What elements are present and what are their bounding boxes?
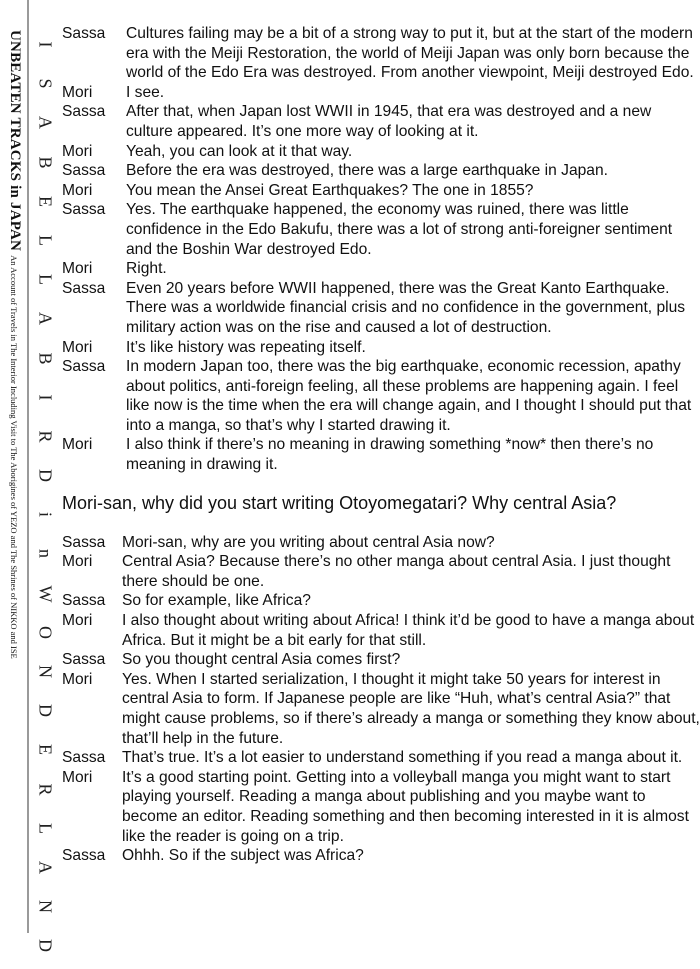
spine-letter-text: N (35, 665, 56, 678)
dialogue-line (62, 357, 700, 435)
speaker-text: Ohhh. So if the subject was Africa? (122, 847, 364, 865)
dialogue-line (62, 200, 700, 259)
spine-letter-text: W (35, 585, 56, 603)
spine-letter (34, 498, 56, 537)
spine-letter (34, 929, 56, 968)
speaker-text: I see. (126, 83, 165, 101)
spine-letters (34, 28, 56, 969)
spine-book-title (2, 30, 24, 930)
spine-letter (34, 224, 56, 263)
spine-letter-text: R (35, 783, 56, 796)
spine-letter (34, 733, 56, 772)
spine-letter (34, 616, 56, 655)
spine-title: UNBEATEN TRACKS in JAPAN (7, 30, 23, 252)
speaker-text: In modern Japan too, there was the big earthquake, economic recession, apathy about politics, anti-foreign feeling, all these problems are happening again. I feel like now is the time when the era will change again, and I thought I should put that into a manga, so that’s why I started drawing it. (126, 358, 692, 434)
speaker-name: Mori (62, 338, 93, 356)
spine-letter-text: D (35, 939, 56, 953)
spine-letter (34, 812, 56, 851)
spine-letter-text: D (35, 469, 56, 483)
speaker-name: Mori (62, 83, 93, 101)
dialogue-line (62, 102, 700, 141)
speaker-text: After that, when Japan lost WWII in 1945, that era was destroyed and a new culture appeared. It’s one more way of looking at it. (126, 103, 652, 140)
speaker-text: Before the era was destroyed, there was a large earthquake in Japan. (126, 162, 608, 180)
speaker-name: Mori (62, 768, 93, 786)
spine-letter (34, 655, 56, 694)
spine-letter-text: L (35, 822, 56, 834)
spine-letter (34, 106, 56, 145)
speaker-text: Yes. The earthquake happened, the economy was ruined, there was little confidence in the Edo Bakufu, there was a lot of strong anti-foreigner sentiment and the Boshin War destroyed Edo. (126, 201, 673, 258)
dialogue-line (62, 748, 700, 768)
spine-letter-text: E (35, 195, 56, 207)
speaker-text: Mori-san, why are you writing about central Asia now? (122, 533, 495, 551)
speaker-text: I also think if there’s no meaning in drawing something *now* then there’s no meaning in drawing it. (126, 436, 654, 474)
speaker-text: So for example, like Africa? (122, 592, 311, 610)
speaker-text: You mean the Ansei Great Earthquakes? The one in 1855? (126, 181, 534, 199)
dialogue-line (62, 142, 700, 162)
speaker-name: Sassa (62, 103, 106, 121)
speaker-text: That’s true. It’s a lot easier to understand something if you read a manga about it. (122, 749, 683, 767)
spine-letter (34, 302, 56, 341)
spine-letter (34, 459, 56, 498)
spine-letter (34, 342, 56, 381)
spine-letter-text: D (35, 704, 56, 718)
speaker-name: Sassa (62, 847, 106, 865)
spine-letter-text: B (35, 351, 56, 364)
dialogue-line (62, 435, 700, 474)
speaker-name: Sassa (62, 533, 106, 551)
spine-subtitle: An Account of Travels in The Interior Including Visit to The Aborigines of YEZO and The Shrines of NIKKO and ISE (9, 255, 19, 659)
spine-divider (27, 0, 29, 933)
speaker-text: Yes. When I started serialization, I thought it might take 50 years for interest in central Asia to form. If Japanese people are like “Huh, what’s central Asia?” that might cause problems, so if there’s already a manga or something they know about, that’ll help in the future. (122, 670, 700, 747)
section-heading: Mori-san, why did you start writing Otoyomegatari? Why central Asia? (62, 492, 617, 513)
dialogue-line (62, 591, 700, 611)
dialogue-line (62, 846, 700, 866)
speaker-name: Sassa (62, 358, 106, 376)
speaker-name: Mori (62, 436, 93, 454)
spine-letter-text: O (35, 625, 56, 639)
dialogue-line (62, 24, 700, 83)
speaker-name: Sassa (62, 592, 106, 610)
spine-letter (34, 851, 56, 890)
speaker-text: It’s a good starting point. Getting into a volleyball manga you might want to start playing yourself. Reading a manga about publishing and you maybe want to become an editor. Reading something and then becoming interested in it is almost like the reader is going on a trip. (122, 768, 689, 845)
spine-letter (34, 577, 56, 616)
dialogue-line (62, 181, 700, 201)
dialogue-line (62, 279, 700, 338)
spine-letter-text: L (35, 274, 56, 286)
dialogue-line (62, 552, 700, 591)
speaker-text: So you thought central Asia comes first? (122, 651, 401, 669)
spine-letter (34, 263, 56, 302)
dialogue-line (62, 83, 700, 103)
spine-letter-text: A (35, 860, 56, 874)
dialogue-line (62, 768, 700, 846)
spine-letter (34, 67, 56, 106)
dialogue-section-2 (62, 533, 700, 866)
spine-letter-text: I (35, 394, 56, 401)
speaker-name: Sassa (62, 279, 106, 297)
dialogue-line (62, 161, 700, 181)
speaker-name: Mori (62, 612, 93, 630)
speaker-text: Yeah, you can look at it that way. (126, 142, 353, 160)
speaker-name: Mori (62, 670, 93, 688)
dialogue-section-1 (62, 24, 700, 475)
speaker-name: Sassa (62, 201, 106, 219)
speaker-name: Mori (62, 142, 93, 160)
spine-letter (34, 381, 56, 420)
speaker-name: Mori (62, 553, 93, 571)
spine-letter-text: B (35, 156, 56, 169)
spine-letter (34, 146, 56, 185)
speaker-name: Mori (62, 181, 93, 199)
spine-letter-text: S (35, 78, 56, 89)
speaker-text: Cultures failing may be a bit of a strong way to put it, but at the start of the modern era with the Meiji Restoration, the world of Meiji Japan was only born because the world of the Edo Era was destroyed. From another viewpoint, Meiji destroyed Edo. (126, 25, 694, 82)
interview-content (62, 24, 700, 866)
spine-letter-text: N (35, 900, 56, 914)
dialogue-line (62, 611, 700, 650)
speaker-text: Right. (126, 260, 167, 278)
speaker-text: I also thought about writing about Africa! I think it’d be good to have a manga about Africa. But it might be a bit early for that still. (122, 612, 695, 649)
spine-letter (34, 694, 56, 733)
spine-letter-text: I (35, 41, 56, 48)
spine-letter-text: i (35, 512, 56, 518)
spine-letter (34, 185, 56, 224)
speaker-name: Sassa (62, 749, 106, 767)
dialogue-line (62, 533, 700, 553)
speaker-name: Mori (62, 260, 93, 278)
spine-letter (34, 537, 56, 576)
spine-letter-text: L (35, 234, 56, 246)
dialogue-line (62, 650, 700, 670)
speaker-name: Sassa (62, 162, 106, 180)
spine-letter-text: A (35, 116, 56, 130)
speaker-text: Even 20 years before WWII happened, there was the Great Kanto Earthquake. There was a worldwide financial crisis and no confidence in the government, plus military action was on the rise and caused a lot of destruction. (126, 279, 686, 336)
spine-letter-text: A (35, 312, 56, 326)
speaker-text: Central Asia? Because there’s no other manga about central Asia. I just thought there should be one. (122, 553, 671, 590)
speaker-name: Sassa (62, 651, 106, 669)
spine-letter (34, 890, 56, 929)
spine-letter (34, 773, 56, 812)
spine-letter-text: n (35, 549, 56, 559)
spine-letter-text: R (35, 430, 56, 443)
dialogue-line (62, 338, 700, 358)
spine-letter-text: E (35, 744, 56, 756)
speaker-text: It’s like history was repeating itself. (126, 338, 366, 356)
spine-letter (34, 420, 56, 459)
dialogue-line (62, 670, 700, 748)
dialogue-line (62, 259, 700, 279)
spine-letter (34, 28, 56, 67)
speaker-name: Sassa (62, 25, 106, 42)
